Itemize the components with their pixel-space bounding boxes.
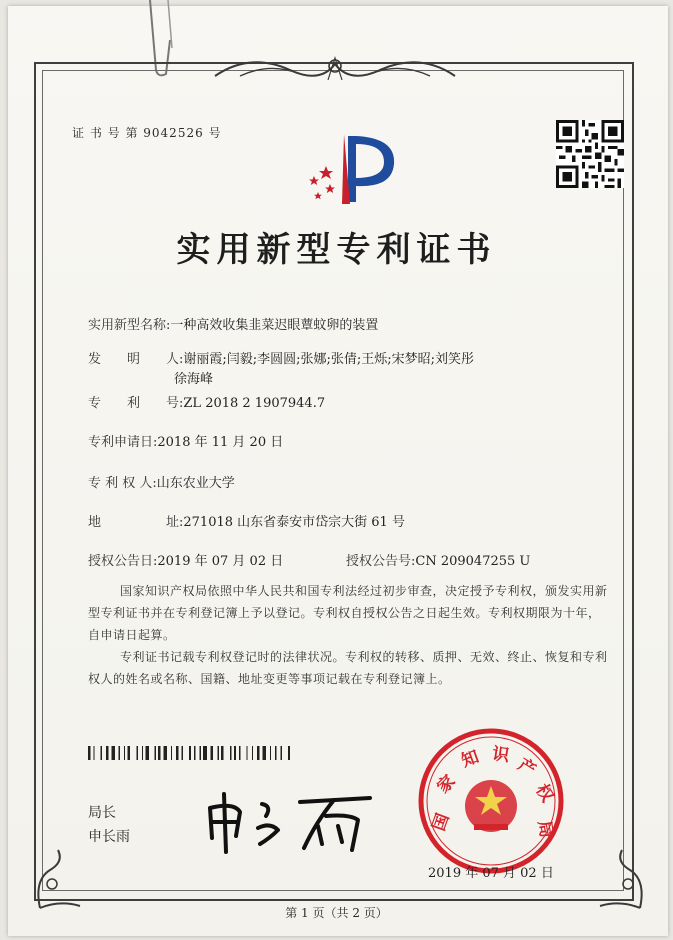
certificate-title: 实用新型专利证书 <box>176 230 497 270</box>
qr-code-icon <box>556 120 624 188</box>
corner-ornament-right-icon <box>590 840 650 910</box>
seal-date: 2019 年 07 月 02 日 <box>428 866 554 881</box>
certificate-number-value: 9042526 <box>143 126 204 140</box>
patent-holder-label: 专 利 权 人: <box>88 476 157 491</box>
apply-date-label: 专利申请日: <box>88 435 158 450</box>
barcode-icon <box>88 746 338 760</box>
patent-number-label: 专 利 号: <box>88 396 184 411</box>
corner-ornament-left-icon <box>30 840 90 910</box>
grant-date-row <box>88 550 283 569</box>
inventor-row <box>88 348 474 367</box>
address-row <box>88 511 405 530</box>
patent-holder-row <box>88 472 235 491</box>
model-name-label: 实用新型名称: <box>88 318 171 333</box>
grant-date-value: 2019 年 07 月 02 日 <box>157 554 284 569</box>
grant-number-row <box>346 550 530 569</box>
patent-number-value: ZL 2018 2 1907944.7 <box>183 396 326 411</box>
patent-holder-value: 山东农业大学 <box>156 476 235 491</box>
patent-number-row <box>88 392 325 411</box>
page-number: 第 1 页（共 2 页） <box>285 906 388 920</box>
address-value: 271018 山东省泰安市岱宗大街 61 号 <box>183 515 405 530</box>
model-name-value: 一种高效收集韭菜迟眼蕈蚊卵的装置 <box>170 318 379 333</box>
svg-text:产: 产 <box>514 754 540 781</box>
top-ornament-icon <box>210 50 460 90</box>
legal-paragraph-1: 国家知识产权局依照中华人民共和国专利法经过初步审查，决定授予专利权，颁发实用新型专利证书并在专利登记簿上予以登记。专利权自授权公告之日起生效。专利权期限为十年，自申请日起算。 <box>88 584 608 642</box>
grant-number-label: 授权公告号: <box>346 554 416 569</box>
apply-date-row <box>88 431 283 450</box>
certificate-number-label: 证 书 号 第 <box>72 126 139 140</box>
svg-text:权: 权 <box>531 780 558 806</box>
model-name-row <box>88 314 378 333</box>
address-label: 地 址: <box>88 515 184 530</box>
svg-text:国: 国 <box>428 810 454 834</box>
apply-date-value: 2018 年 11 月 20 日 <box>157 435 284 450</box>
official-seal-icon <box>416 726 566 876</box>
svg-text:知: 知 <box>458 746 482 772</box>
director-title: 局长 <box>88 805 116 821</box>
inventor-label: 发 明 人: <box>88 352 184 367</box>
inventor-row-continued <box>174 368 213 387</box>
certificate-number <box>72 124 222 141</box>
grant-number-value: CN 209047255 U <box>415 554 531 569</box>
inventor-value-line1: 谢丽霞;闫毅;李圆圆;张娜;张倩;王烁;宋梦昭;刘笑彤 <box>183 352 475 367</box>
svg-text:局: 局 <box>533 819 557 840</box>
cnipa-emblem-icon <box>300 128 400 208</box>
certificate-number-suffix: 号 <box>208 126 222 140</box>
legal-paragraph-2: 专利证书记载专利权登记时的法律状况。专利权的转移、质押、无效、终止、恢复和专利权人的姓名或名称、国籍、地址变更等事项记载在专利登记簿上。 <box>88 650 608 686</box>
handwritten-signature-icon <box>200 786 390 856</box>
director-name: 申长雨 <box>88 829 130 845</box>
inventor-value-line2: 徐海峰 <box>174 372 214 387</box>
grant-date-label: 授权公告日: <box>88 554 158 569</box>
svg-text:识: 识 <box>490 743 511 767</box>
svg-text:家: 家 <box>433 771 460 798</box>
